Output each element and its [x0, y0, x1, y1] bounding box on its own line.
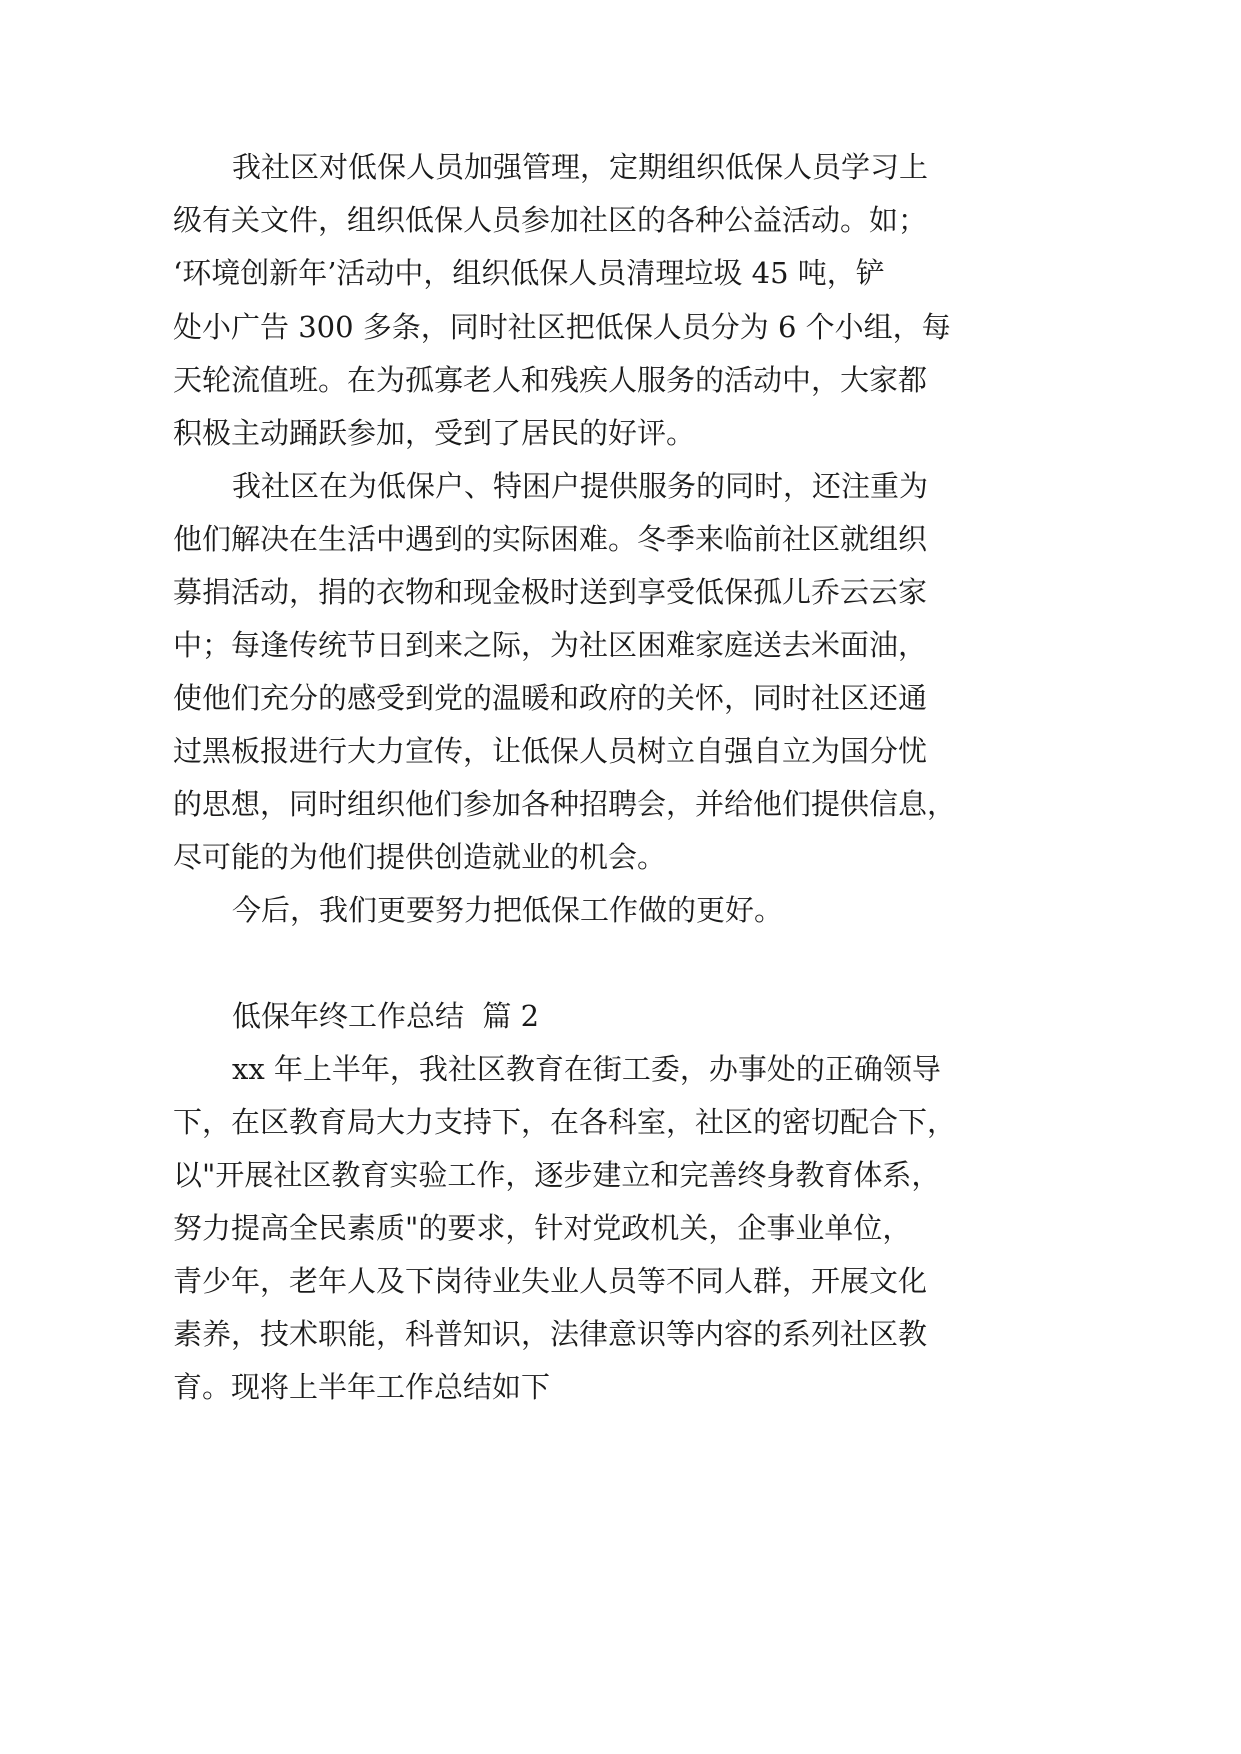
paragraph-4-line: 以"开展社区教育实验工作，逐步建立和完善终身教育体系，	[173, 1158, 941, 1192]
paragraph-4-line: 努力提高全民素质"的要求，针对党政机关，企事业单位，	[173, 1211, 912, 1245]
paragraph-4-line: 下，在区教育局大力支持下，在各科室，社区的密切配合下，	[173, 1105, 957, 1139]
paragraph-2-line: 募捐活动，捐的衣物和现金极时送到享受低保孤儿乔云云家	[173, 575, 928, 609]
paragraph-2-line: 尽可能的为他们提供创造就业的机会。	[173, 840, 667, 874]
paragraph-2-line: 他们解决在生活中遇到的实际困难。冬季来临前社区就组织	[173, 522, 928, 556]
paragraph-2-line: 使他们充分的感受到党的温暖和政府的关怀，同时社区还通	[173, 681, 928, 715]
paragraph-3-line: 今后，我们更要努力把低保工作做的更好。	[232, 893, 784, 927]
paragraph-1-line: 我社区对低保人员加强管理，定期组织低保人员学习上	[232, 150, 929, 184]
paragraph-2-line: 我社区在为低保户、特困户提供服务的同时，还注重为	[232, 469, 929, 503]
paragraph-1-line: 天轮流值班。在为孤寡老人和残疾人服务的活动中，大家都	[173, 363, 928, 397]
paragraph-2-line: 的思想，同时组织他们参加各种招聘会，并给他们提供信息，	[173, 787, 957, 821]
paragraph-2-line: 中；每逢传统节日到来之际，为社区困难家庭送去米面油，	[173, 628, 928, 662]
paragraph-4-line: 青少年，老年人及下岗待业失业人员等不同人群，开展文化	[173, 1264, 928, 1298]
paragraph-1-line: 处小广告 300 多条，同时社区把低保人员分为 6 个小组，每	[173, 310, 951, 344]
paragraph-2-line: 过黑板报进行大力宣传，让低保人员树立自强自立为国分忧	[173, 734, 928, 768]
section-heading: 低保年终工作总结 篇 2	[232, 999, 540, 1033]
paragraph-1-line: ‘环境创新年’活动中，组织低保人员清理垃圾 45 吨，铲	[173, 256, 885, 290]
paragraph-4-line: xx 年上半年，我社区教育在街工委，办事处的正确领导	[232, 1052, 941, 1086]
paragraph-1-line: 积极主动踊跃参加，受到了居民的好评。	[173, 416, 696, 450]
paragraph-1-line: 级有关文件，组织低保人员参加社区的各种公益活动。如；	[173, 203, 928, 237]
paragraph-4-line: 素养，技术职能，科普知识，法律意识等内容的系列社区教	[173, 1317, 928, 1351]
paragraph-4-line: 育。现将上半年工作总结如下	[173, 1370, 551, 1404]
